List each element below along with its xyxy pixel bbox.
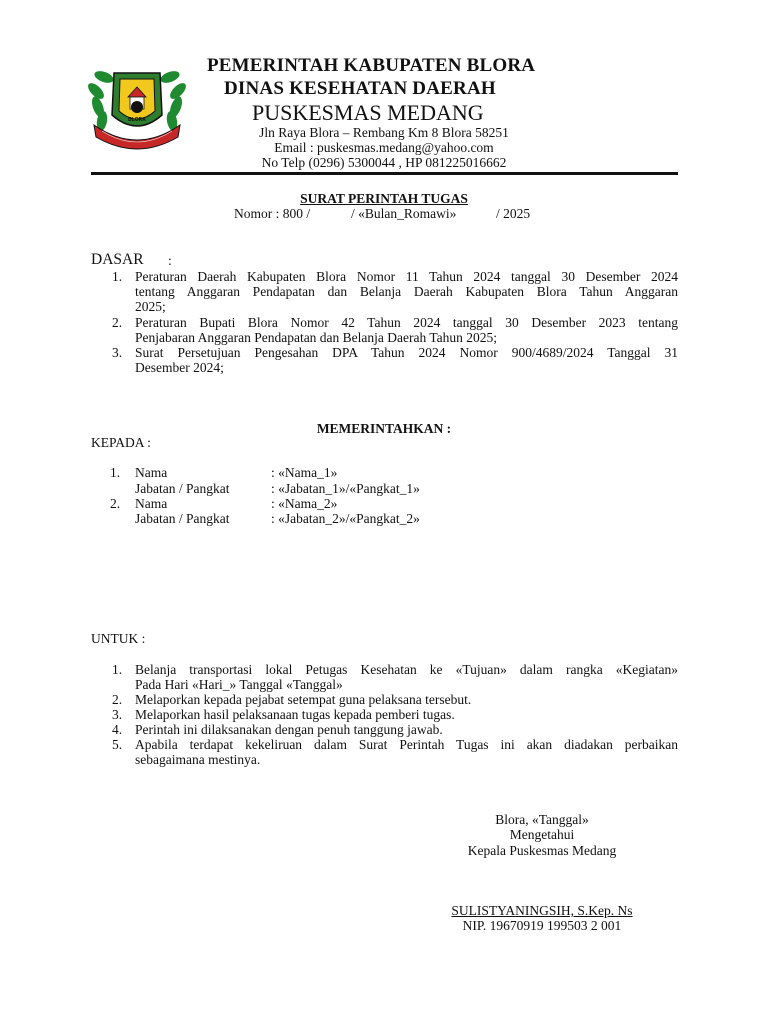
untuk-label: UNTUK :	[91, 631, 146, 646]
nomor-year: / 2025	[496, 206, 531, 221]
untuk-item-num: 5.	[112, 737, 123, 752]
person-position-label: Jabatan / Pangkat	[135, 481, 230, 496]
signature-place-date: Blora, «Tanggal»	[495, 812, 589, 827]
person-num: 1.	[110, 465, 121, 480]
dasar-item-num: 2.	[112, 315, 123, 330]
person-position-value: : «Jabatan_2»/«Pangkat_2»	[271, 511, 420, 526]
untuk-item-num: 4.	[112, 722, 123, 737]
header-department: DINAS KESEHATAN DAERAH	[224, 78, 496, 99]
signature-name: SULISTYANINGSIH, S.Kep. Ns	[451, 903, 633, 918]
untuk-item-line: Pada Hari «Hari_» Tanggal «Tanggal»	[135, 677, 343, 692]
person-position-label: Jabatan / Pangkat	[135, 511, 230, 526]
signature-role: Kepala Puskesmas Medang	[467, 843, 617, 858]
dasar-item-line: Penjabaran Anggaran Pendapatan dan Belanja Daerah Tahun 2025;	[135, 330, 498, 345]
person-name-value: : «Nama_1»	[271, 465, 338, 480]
blora-regency-logo	[84, 57, 190, 155]
signature-nip: NIP. 19670919 199503 2 001	[462, 918, 622, 933]
dasar-item-num: 1.	[112, 269, 123, 284]
dasar-item-line: tentang Anggaran Pendapatan dan Belanja Daerah Kabupaten Blora Tahun Anggaran	[135, 284, 678, 299]
header-phone: No Telp (0296) 5300044 , HP 081225016662	[261, 155, 507, 170]
signature-mengetahui: Mengetahui	[509, 827, 575, 842]
person-num: 2.	[110, 496, 121, 511]
letter-title: SURAT PERINTAH TUGAS	[300, 191, 468, 206]
nomor-month: / «Bulan_Romawi»	[351, 206, 457, 221]
dasar-item-line: Peraturan Bupati Blora Nomor 42 Tahun 2024 tanggal 30 Desember 2023 tentang	[135, 315, 678, 330]
nomor-label: Nomor : 800 /	[234, 206, 311, 221]
dasar-item	[135, 269, 678, 314]
untuk-item-line: Apabila terdapat kekeliruan dalam Surat Perintah Tugas ini akan diadakan perbaikan	[135, 737, 678, 752]
untuk-item-num: 2.	[112, 692, 123, 707]
untuk-item-line: Belanja transportasi lokal Petugas Kesehatan ke «Tujuan» dalam rangka «Kegiatan»	[135, 662, 678, 677]
untuk-item-line: Melaporkan hasil pelaksanaan tugas kepada pemberi tugas.	[135, 707, 455, 722]
person-name-label: Nama	[135, 465, 168, 480]
person-name-value: : «Nama_2»	[271, 496, 338, 511]
untuk-item	[135, 662, 678, 692]
dasar-item	[135, 315, 678, 345]
kepada-label: KEPADA :	[91, 435, 151, 450]
header-address: Jln Raya Blora – Rembang Km 8 Blora 58251	[259, 125, 509, 140]
dasar-item-line: Desember 2024;	[135, 360, 224, 375]
untuk-item-line: sebagaimana mestinya.	[135, 752, 261, 767]
dasar-item	[135, 345, 678, 375]
dasar-label: DASAR	[91, 251, 144, 268]
header-government: PEMERINTAH KABUPATEN BLORA	[207, 55, 536, 76]
untuk-item	[135, 737, 678, 767]
header-puskesmas: PUSKESMAS MEDANG	[252, 100, 484, 125]
untuk-item-line: Melaporkan kepada pejabat setempat guna pelaksana tersebut.	[135, 692, 472, 707]
dasar-item-line: Surat Persetujuan Pengesahan DPA Tahun 2024 Nomor 900/4689/2024 Tanggal 31	[135, 345, 678, 360]
untuk-item-line: Perintah ini dilaksanakan dengan penuh tanggung jawab.	[135, 722, 443, 737]
untuk-item-num: 3.	[112, 707, 123, 722]
header-email: Email : puskesmas.medang@yahoo.com	[274, 140, 494, 155]
person-name-label: Nama	[135, 496, 168, 511]
dasar-item-line: Peraturan Daerah Kabupaten Blora Nomor 11 Tahun 2024 tanggal 30 Desember 2024	[135, 269, 678, 284]
dasar-item-num: 3.	[112, 345, 123, 360]
header-divider	[91, 172, 678, 175]
memerintahkan-heading: MEMERINTAHKAN :	[316, 421, 452, 436]
untuk-item-num: 1.	[112, 662, 123, 677]
dasar-colon: :	[168, 253, 172, 268]
svg-text:BLORA: BLORA	[128, 117, 146, 123]
dasar-item-line: 2025;	[135, 299, 166, 314]
person-position-value: : «Jabatan_1»/«Pangkat_1»	[271, 481, 420, 496]
